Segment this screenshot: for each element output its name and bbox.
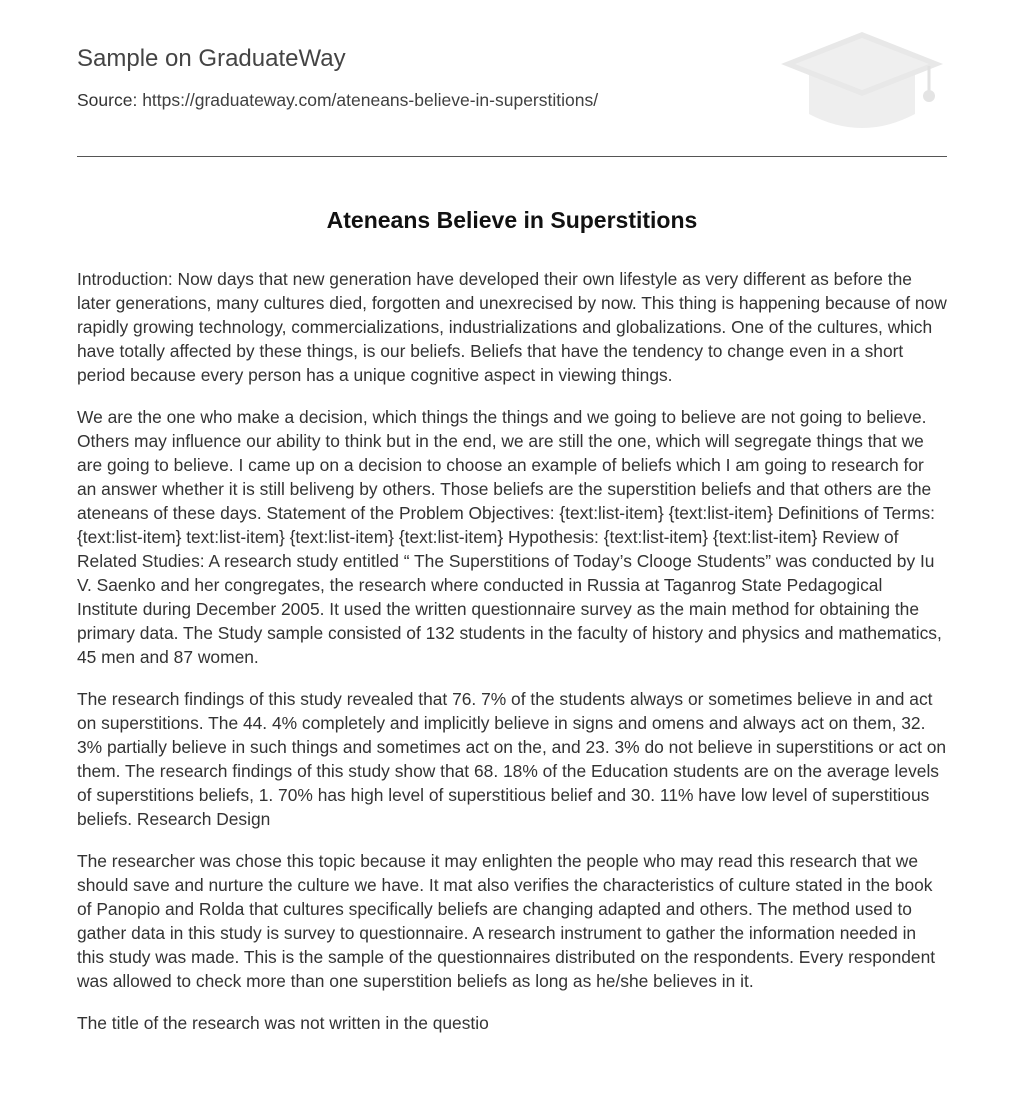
header	[77, 0, 947, 157]
paragraph: The research findings of this study revealed that 76. 7% of the students always or sometimes believe in and act on superstitions. The 44. 4% completely and implicitly believe in signs and omens and always act on them, 32. 3% partially believe in such things and sometimes act on the, and 23. 3% do not believe in superstitions or act on them. The research findings of this study show that 68. 18% of the Education students are on the average levels of superstitions beliefs, 1. 70% has high level of superstitious belief and 30. 11% have low level of superstitious beliefs. Research Design	[77, 689, 947, 829]
paragraph: The researcher was chose this topic because it may enlighten the people who may read this research that we should save and nurture the culture we have. It mat also verifies the characteristics of culture stated in the book of Panopio and Rolda that cultures specifically beliefs are changing adapted and others. The method used to gather data in this study is survey to questionnaire. A research instrument to gather the information needed in this study was made. This is the sample of the questionnaires distributed on the respondents. Every respondent was allowed to check more than one superstition beliefs as long as he/she believes in it.	[77, 851, 936, 991]
site-title: Sample on GraduateWay	[77, 45, 346, 72]
document-body	[77, 267, 947, 1053]
paragraph: Introduction: Now days that new generation have developed their own lifestyle as very different as before the later generations, many cultures died, forgotten and unexrecised by now. This thing is happening because of now rapidly growing technology, commercializations, industrializations and globalizations. One of the cultures, which have totally affected by these things, is our beliefs. Beliefs that have the tendency to change even in a short period because every person has a unique cognitive aspect in viewing things.	[77, 269, 947, 385]
source-label: Source:	[77, 90, 138, 110]
graduation-cap-icon	[779, 30, 945, 134]
source-link[interactable]: https://graduateway.com/ateneans-believe-in-superstitions/	[142, 90, 599, 110]
page	[77, 0, 947, 1033]
source-line	[77, 89, 598, 111]
document-title: Ateneans Believe in Superstitions	[326, 207, 698, 233]
paragraph: We are the one who make a decision, which things the things and we going to believe are not going to believe. Others may influence our ability to think but in the end, we are still the one, which will segregate things that we are going to believe. I came up on a decision to choose an example of beliefs which I am going to research for an answer whether it is still beliveng by others. Those beliefs are the superstition beliefs and that others are the ateneans of these days. Statement of the Problem Objectives: {text:list-item} {text:list-item} Definitions of Terms: {text:list-item} text:list-item} {text:list-item} {text:list-item} Hypothesis: {text:list-item} {text:list-item} Review of Related Studies: A research study entitled “ The Superstitions of Today’s Clooge Students” was conducted by Iu V. Saenko and her congregates, the research where conducted in Russia at Taganrog State Pedagogical Institute during December 2005. It used the written questionnaire survey as the main method for obtaining the primary data. The Study sample consisted of 132 students in the faculty of history and physics and mathematics, 45 men and 87 women.	[77, 407, 942, 667]
paragraph: The title of the research was not written in the questio	[77, 1013, 489, 1033]
